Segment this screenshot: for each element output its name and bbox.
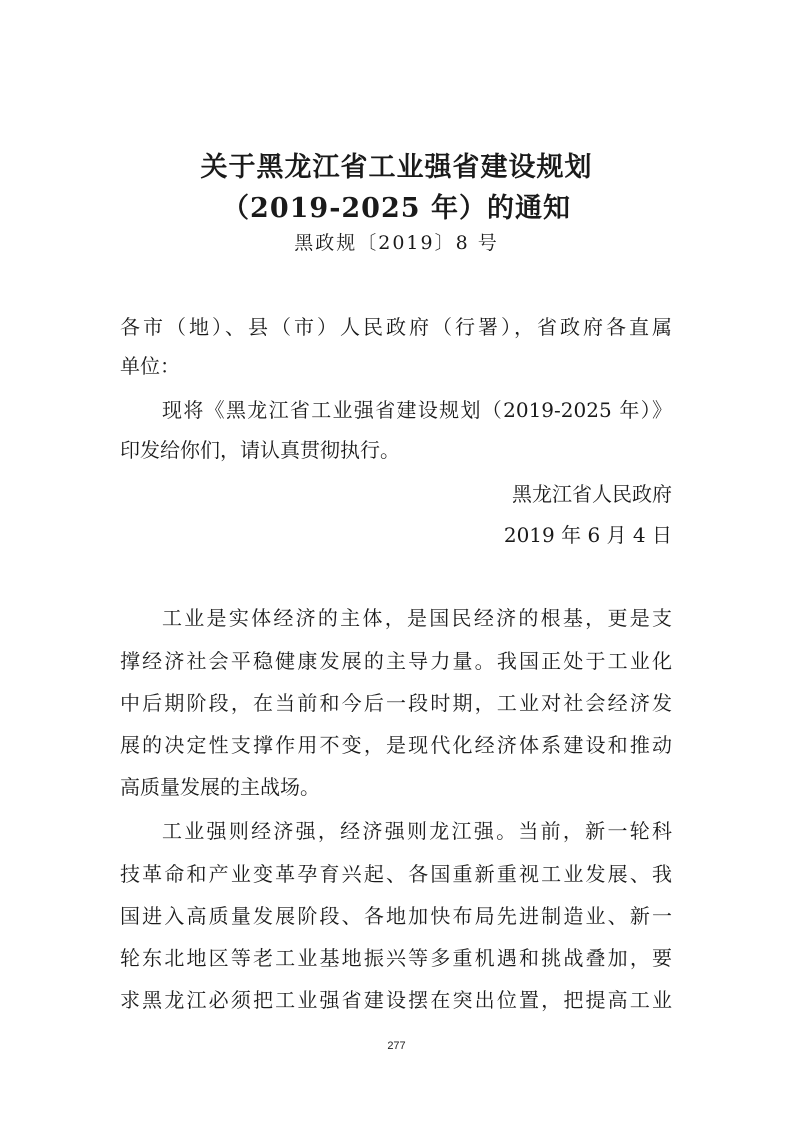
document-title-line-2: （2019-2025 年）的通知: [222, 193, 571, 224]
paragraph-1-line: 工业是实体经济的主体，是国民经济的根基，更是支: [162, 606, 672, 630]
paragraph-1-line: 高质量发展的主战场。: [120, 775, 320, 799]
paragraph-1-line: 中后期阶段，在当前和今后一段时期，工业对社会经济发: [120, 691, 672, 715]
issuer-signature: 黑龙江省人民政府: [512, 482, 672, 506]
notice-body-line-2: 印发给你们，请认真贯彻执行。: [120, 438, 400, 462]
paragraph-2-line: 国进入高质量发展阶段、各地加快布局先进制造业、新一: [120, 904, 672, 928]
issue-date: 2019 年 6 月 4 日: [503, 523, 672, 547]
recipients-line-1: 各市（地）、县（市）人民政府（行署），省政府各直属: [120, 315, 672, 339]
paragraph-1-line: 展的决定性支撑作用不变，是现代化经济体系建设和推动: [120, 733, 672, 757]
paragraph-2-line: 求黑龙江必须把工业强省建设摆在突出位置，把提高工业: [120, 988, 672, 1012]
paragraph-1-line: 撑经济社会平稳健康发展的主导力量。我国正处于工业化: [120, 649, 672, 673]
paragraph-2-line: 轮东北地区等老工业基地振兴等多重机遇和挑战叠加，要: [120, 946, 672, 970]
notice-body-line-1: 现将《黑龙江省工业强省建设规划（2019-2025 年）》: [162, 398, 672, 422]
recipients-line-2: 单位：: [120, 354, 180, 378]
paragraph-2-line: 工业强则经济强，经济强则龙江强。当前，新一轮科: [162, 819, 672, 843]
page-number: 277: [387, 1040, 406, 1052]
document-number: 黑政规〔2019〕8 号: [294, 232, 499, 254]
document-title-line-1: 关于黑龙江省工业强省建设规划: [200, 152, 593, 183]
paragraph-2-line: 技革命和产业变革孕育兴起、各国重新重视工业发展、我: [120, 862, 672, 886]
